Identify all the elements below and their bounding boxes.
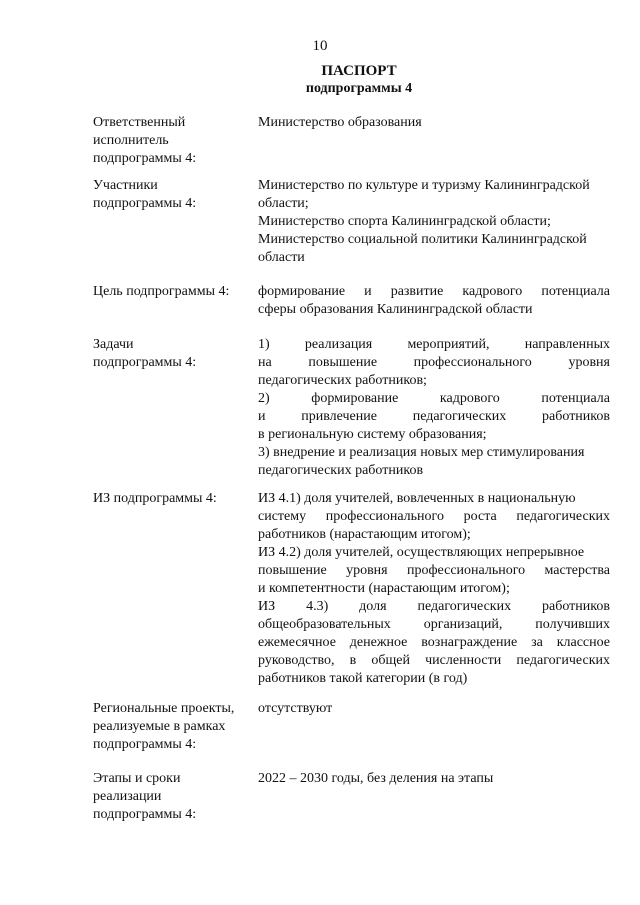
row-value: 2022 – 2030 годы, без деления на этапы <box>258 771 494 786</box>
row-label: Региональные проекты, реализуемые в рамках подпрограммы 4: <box>93 701 235 752</box>
row-label: Задачи подпрограммы 4: <box>93 337 197 370</box>
document-title: ПАСПОРТ <box>321 63 397 79</box>
row-value: формирование и развитие кадрового потенциала сферы образования Калининградской области <box>258 284 610 317</box>
row-label: Этапы и сроки реализации подпрограммы 4: <box>93 771 197 822</box>
page-number: 10 <box>312 38 328 54</box>
row-value: отсутствуют <box>258 701 333 716</box>
row-label: Участники подпрограммы 4: <box>93 178 197 211</box>
row-value: ИЗ 4.1) доля учителей, вовлеченных в национальную систему профессионального роста педагогических работников (нарастающим итогом); ИЗ 4.2) доля учителей, осуществляющих непрерывное повышение уровня профессионального мастерства и компетентности (нарастающим итогом); ИЗ 4.3) доля педагогических работников общеобразовательных организаций, получивших ежемесячное денежное вознаграждение за классное руководство, в общей численности педагогических работников такой категории (в год) <box>258 491 610 686</box>
row-label: ИЗ подпрограммы 4: <box>93 491 217 506</box>
row-value: Министерство по культуре и туризму Калининградской области; Министерство спорта Калининградской области; Министерство социальной политики Калининградской области <box>258 178 590 265</box>
row-value: 1) реализация мероприятий, направленных на повышение профессионального уровня педагогических работников; 2) формирование кадрового потенциала и привлечение педагогических работников в региональную систему образования; 3) внедрение и реализация новых мер стимулирования педагогических работников <box>258 337 610 478</box>
row-label: Цель подпрограммы 4: <box>93 284 230 299</box>
row-value: Министерство образования <box>258 115 422 130</box>
document-subtitle: подпрограммы 4 <box>305 81 413 96</box>
row-label: Ответственный исполнитель подпрограммы 4: <box>93 115 197 166</box>
